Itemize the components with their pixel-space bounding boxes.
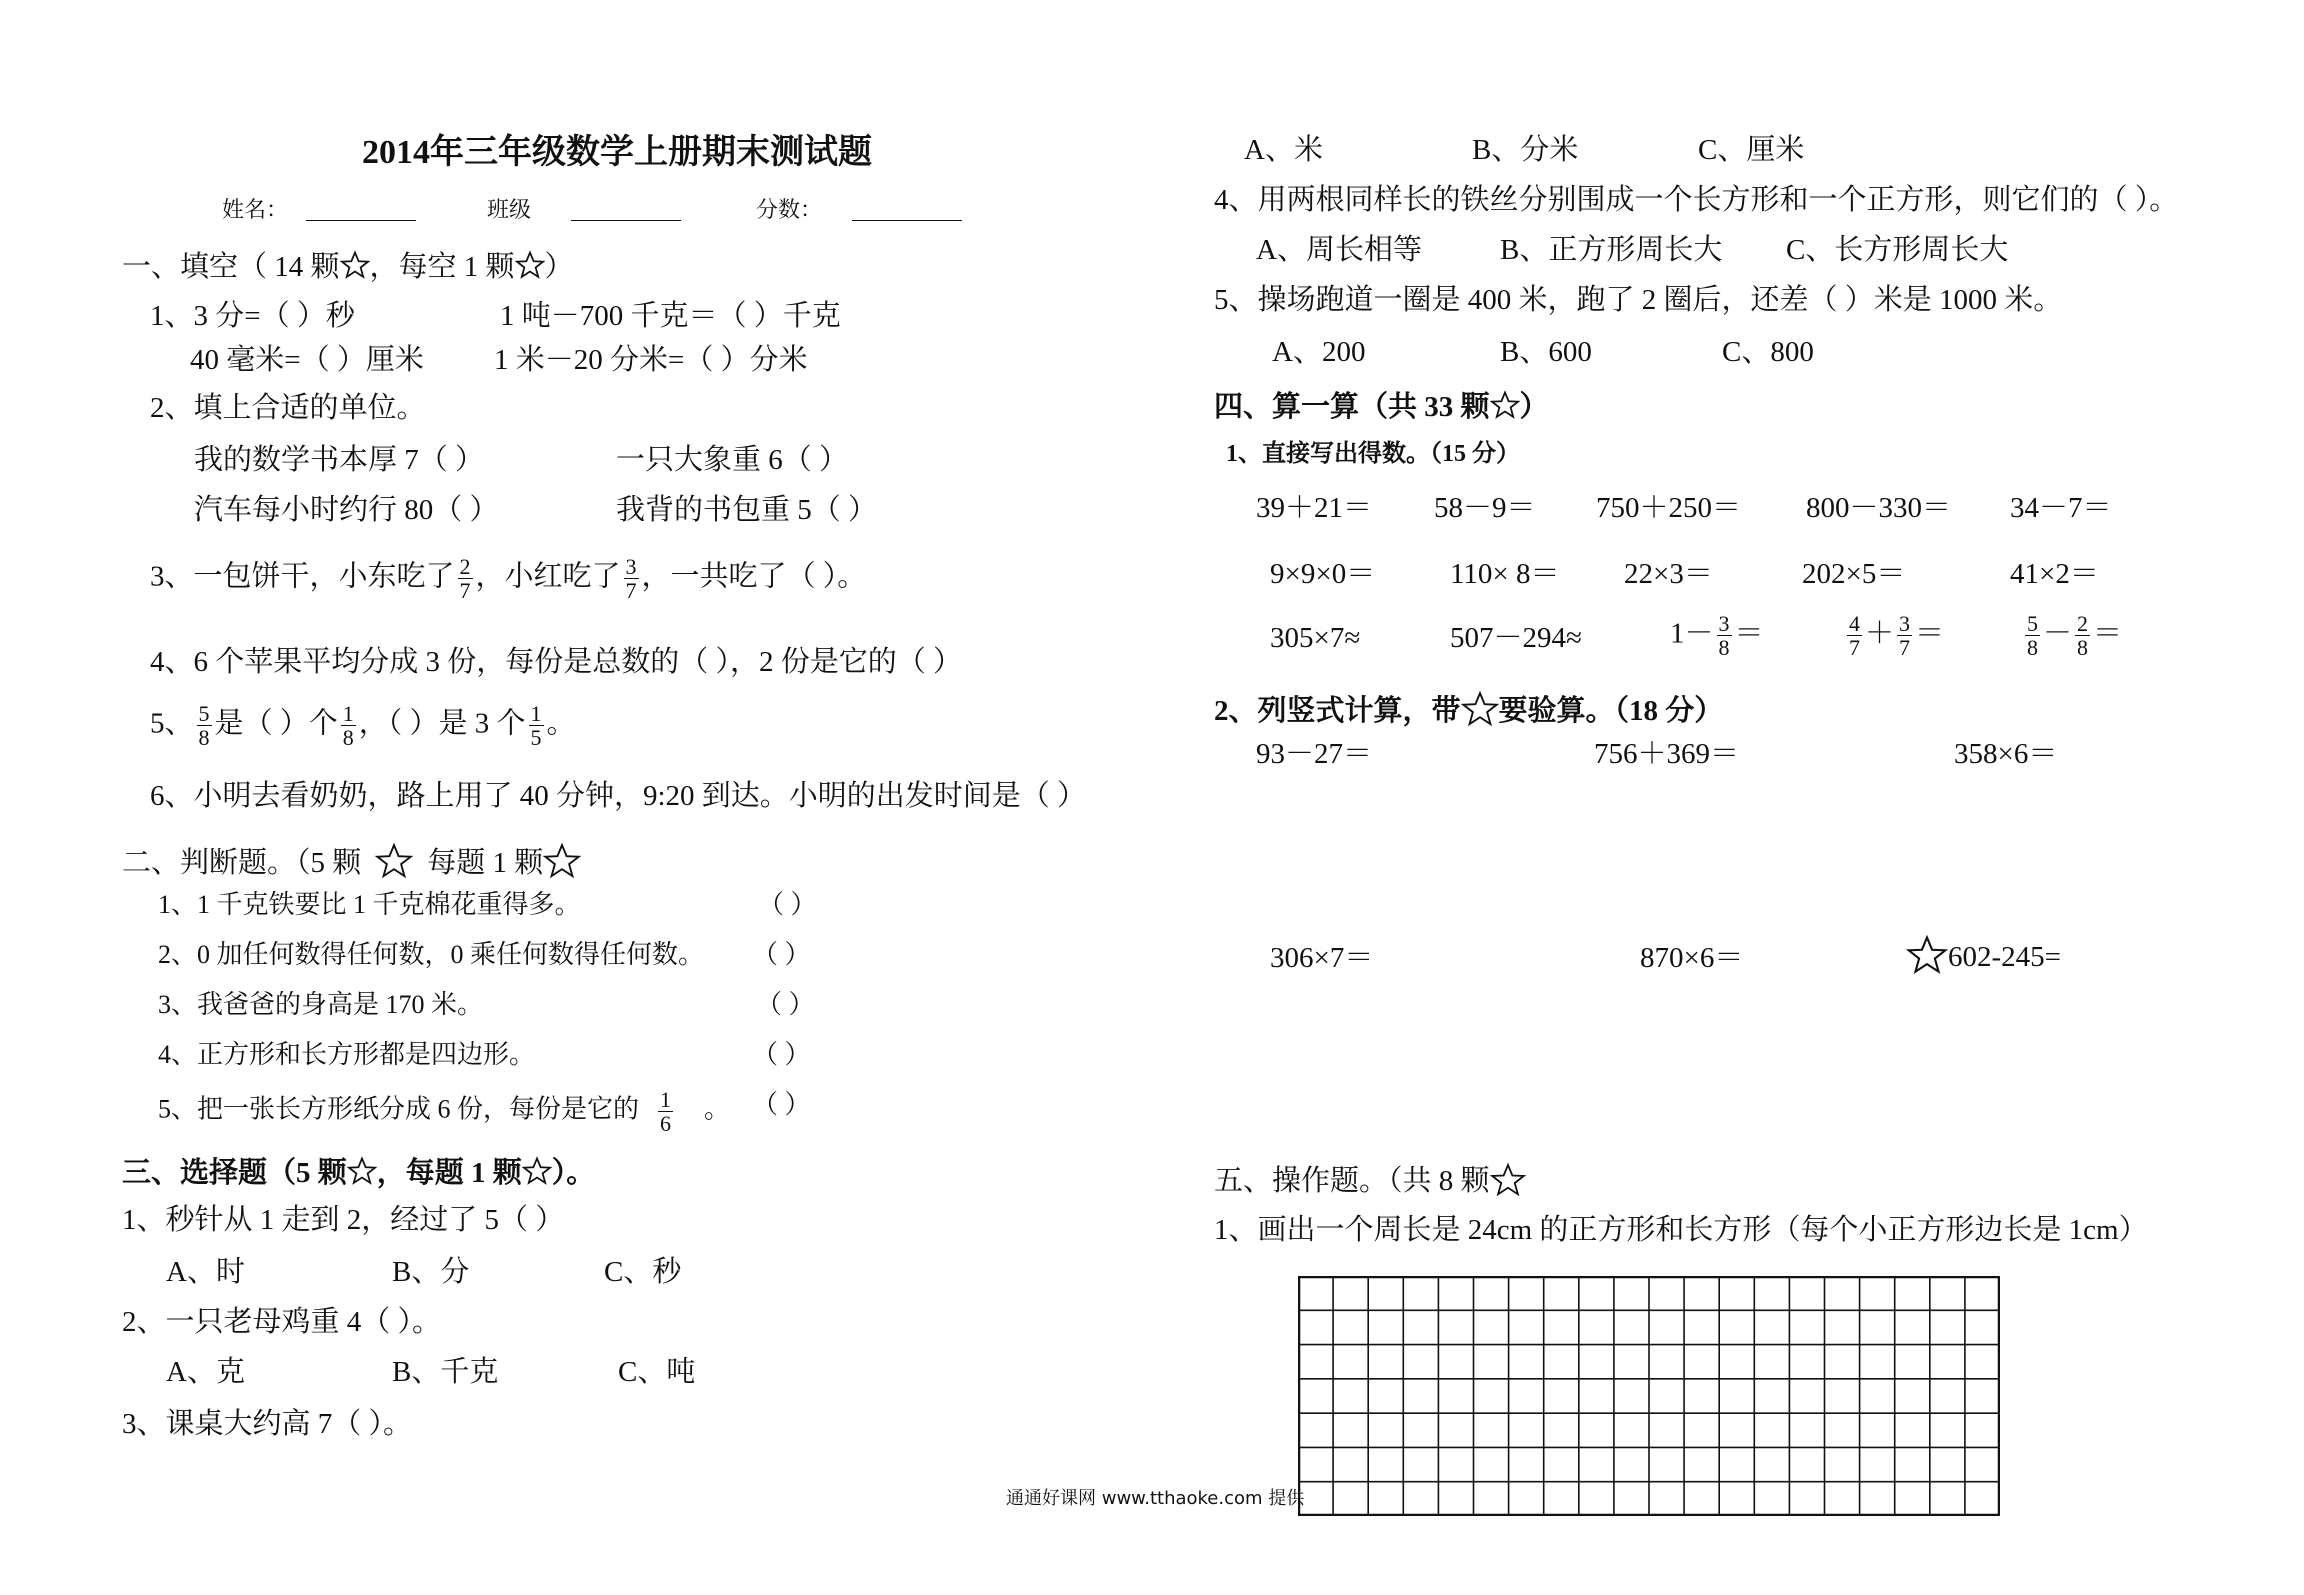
fraction xyxy=(624,555,639,602)
s2-paren: （ ） xyxy=(756,990,815,1019)
calc-item: 22×3＝ xyxy=(1624,558,1713,590)
s1-q2d: 我背的书包重 5（ ） xyxy=(616,494,878,526)
s2-item: 3、我爸爸的身高是 170 米。 xyxy=(158,990,484,1019)
frac-den: 8 xyxy=(1718,635,1730,661)
calc-item: 800－330＝ xyxy=(1806,492,1952,524)
frac-num: 5 xyxy=(2027,611,2038,636)
star-icon xyxy=(1490,1162,1526,1198)
s3-q5-option-a: A、200 xyxy=(1272,336,1366,368)
s3-q3-option-b: B、分米 xyxy=(1472,134,1579,166)
frac-num: 4 xyxy=(1849,611,1860,636)
frac-num: 1 xyxy=(342,701,354,726)
fraction xyxy=(1847,612,1862,659)
calc-item: 110× 8＝ xyxy=(1450,558,1560,590)
s1-q3-text: 3、一包饼干，小东吃了 xyxy=(150,560,455,593)
calc-item: 305×7≈ xyxy=(1270,622,1361,654)
s2-item: 1、1 千克铁要比 1 千克棉花重得多。 xyxy=(158,890,581,919)
s1-q4: 4、6 个苹果平均分成 3 份，每份是总数的（ ），2 份是它的（ ） xyxy=(150,646,963,678)
s2-q5-text2: 。 xyxy=(704,1094,731,1124)
s2-item5 xyxy=(158,1088,730,1135)
s1-q2b: 一只大象重 6（ ） xyxy=(616,444,849,476)
calc-item-fraction xyxy=(1670,612,1764,659)
calc-item: 750＋250＝ xyxy=(1596,492,1742,524)
name-blank xyxy=(306,198,416,221)
s3-q2-option-b: B、千克 xyxy=(392,1356,499,1388)
section2-heading-text: 二、判断题。（5 颗 xyxy=(122,847,362,879)
s2-item: 2、0 加任何数得任何数，0 乘任何数得任何数。 xyxy=(158,940,705,969)
footer-source: 通通好课网 www.tthaoke.com 提供 xyxy=(1006,1488,1305,1509)
drawing-grid[interactable] xyxy=(1298,1276,2000,1516)
fraction xyxy=(197,702,212,749)
star-icon xyxy=(543,842,581,880)
s1-q5-text3: ，（ ）是 3 个 xyxy=(358,707,526,740)
frac-num: 3 xyxy=(625,554,637,579)
s1-q2a: 我的数学书本厚 7（ ） xyxy=(194,444,485,476)
frac-num: 1 xyxy=(530,701,542,726)
vertical-calc-item: 358×6＝ xyxy=(1954,738,2058,770)
frac-den: 8 xyxy=(342,725,354,751)
section2-heading-text2: 每题 1 颗 xyxy=(427,847,544,879)
score-label: 分数： xyxy=(756,197,823,222)
star-icon xyxy=(1490,390,1520,420)
s1-q5-text4: 。 xyxy=(546,707,576,740)
frac-den: 7 xyxy=(1849,635,1860,661)
star-icon xyxy=(522,1156,552,1186)
star-icon xyxy=(515,250,545,280)
fraction xyxy=(341,702,356,749)
calc-item: 9×9×0＝ xyxy=(1270,558,1376,590)
section3-heading-text3: ）。 xyxy=(551,1157,596,1189)
calc-text: ＝ xyxy=(2093,617,2123,650)
calc-item: 39＋21＝ xyxy=(1256,492,1373,524)
calc-item-fraction xyxy=(2022,612,2122,659)
calc-item: 58－9＝ xyxy=(1434,492,1536,524)
s3-q4-option-c: C、长方形周长大 xyxy=(1786,234,2009,266)
s3-q4: 4、用两根同样长的铁丝分别围成一个长方形和一个正方形，则它们的（ ）。 xyxy=(1214,184,2179,216)
s3-q1: 1、秒针从 1 走到 2，经过了 5（ ） xyxy=(122,1204,565,1236)
calc-item: 41×2＝ xyxy=(2010,558,2099,590)
s1-q2c: 汽车每小时约行 80（ ） xyxy=(194,494,499,526)
fraction xyxy=(658,1088,673,1135)
section3-heading xyxy=(122,1156,595,1188)
calc-operator: － xyxy=(2043,617,2073,650)
section1-heading-text2: ，每空 1 颗 xyxy=(369,251,515,283)
vertical-calc-item: 93－27＝ xyxy=(1256,738,1373,770)
s1-q3 xyxy=(150,555,866,602)
section4-heading-text2: ） xyxy=(1519,391,1549,423)
frac-den: 8 xyxy=(2077,635,2089,661)
fraction xyxy=(2075,612,2090,659)
frac-den: 8 xyxy=(198,725,210,751)
vertical-calc-item: 870×6＝ xyxy=(1640,942,1744,974)
s1-q2: 2、填上合适的单位。 xyxy=(150,392,426,424)
s1-q6: 6、小明去看奶奶，路上用了 40 分钟，9:20 到达。小明的出发时间是（ ） xyxy=(150,780,1087,812)
star-icon xyxy=(1906,934,1948,976)
s3-q5-option-c: C、800 xyxy=(1722,336,1814,368)
star-icon xyxy=(347,1156,377,1186)
section1-heading-text3: ） xyxy=(544,251,574,283)
s3-q1-option-c: C、秒 xyxy=(604,1256,682,1288)
section5-heading xyxy=(1214,1162,1526,1198)
calc-operator: ＋ xyxy=(1865,617,1895,650)
section2-heading xyxy=(122,842,581,880)
section1-heading-text: 一、填空（ 14 颗 xyxy=(122,251,340,283)
s1-q5-text2: 是（ ）个 xyxy=(214,707,338,740)
s4-sub2-text2: 要验算。（18 分） xyxy=(1498,695,1724,727)
s1-q5-text: 5、 xyxy=(150,707,194,740)
calc-item: 507－294≈ xyxy=(1450,622,1582,654)
s3-q3-option-a: A、米 xyxy=(1244,134,1323,166)
star-icon xyxy=(340,250,370,280)
s3-q4-option-a: A、周长相等 xyxy=(1256,234,1422,266)
page-title: 2014年三年级数学上册期末测试题 xyxy=(362,134,872,171)
frac-den: 7 xyxy=(1899,635,1911,661)
class-label: 班级 xyxy=(487,197,532,222)
calc-text: 602-245= xyxy=(1948,941,2062,973)
calc-text: ＝ xyxy=(1734,617,1764,650)
score-blank xyxy=(852,198,962,221)
s3-q3: 3、课桌大约高 7（ ）。 xyxy=(122,1408,413,1440)
s3-q5-option-b: B、600 xyxy=(1500,336,1592,368)
s2-q5-text: 5、把一张长方形纸分成 6 份，每份是它的 xyxy=(158,1094,640,1124)
section3-heading-text: 三、选择题（5 颗 xyxy=(122,1157,347,1189)
s3-q1-option-a: A、时 xyxy=(166,1256,245,1288)
s1-q3-text2: ，小红吃了 xyxy=(475,560,621,593)
vertical-calc-item-starred xyxy=(1906,934,2061,976)
s2-paren: （ ） xyxy=(752,1040,811,1069)
s1-q1d: 1 米－20 分米=（ ）分米 xyxy=(494,344,808,376)
frac-den: 7 xyxy=(459,578,471,604)
section3-heading-text2: ，每题 1 颗 xyxy=(376,1157,522,1189)
section4-heading xyxy=(1214,390,1549,422)
s3-q3-option-c: C、厘米 xyxy=(1698,134,1805,166)
calc-text: 1－ xyxy=(1670,617,1714,650)
s1-q1b: 1 吨－700 千克＝（ ）千克 xyxy=(500,300,841,332)
s3-q2-option-a: A、克 xyxy=(166,1356,245,1388)
fraction xyxy=(1717,612,1732,659)
s3-q2-option-c: C、吨 xyxy=(618,1356,696,1388)
calc-item: 202×5＝ xyxy=(1802,558,1906,590)
s1-q1a: 1、3 分=（ ）秒 xyxy=(150,300,355,332)
s2-paren: （ ） xyxy=(758,890,817,919)
s1-q1c: 40 毫米=（ ）厘米 xyxy=(190,344,424,376)
s5-q1: 1、画出一个周长是 24cm 的正方形和长方形（每个小正方形边长是 1cm） xyxy=(1214,1214,2148,1246)
frac-den: 7 xyxy=(625,578,637,604)
s3-q5: 5、操场跑道一圈是 400 米，跑了 2 圈后，还差（ ）米是 1000 米。 xyxy=(1214,284,2063,316)
vertical-calc-item: 306×7＝ xyxy=(1270,942,1374,974)
star-icon xyxy=(375,842,413,880)
fraction xyxy=(458,555,473,602)
s1-q3-text3: ，一共吃了（ ）。 xyxy=(641,560,867,593)
fraction xyxy=(2025,612,2040,659)
calc-item-fraction xyxy=(1844,612,1944,659)
frac-den: 5 xyxy=(530,725,542,751)
frac-den: 6 xyxy=(660,1111,672,1137)
frac-num: 1 xyxy=(660,1087,672,1112)
frac-den: 8 xyxy=(2027,635,2038,661)
s4-sub2 xyxy=(1214,690,1723,728)
star-icon xyxy=(1461,690,1499,728)
s2-paren: （ ） xyxy=(752,940,811,969)
s2-item: 4、正方形和长方形都是四边形。 xyxy=(158,1040,536,1069)
s4-sub2-text: 2、列竖式计算，带 xyxy=(1214,695,1461,727)
frac-num: 3 xyxy=(1718,611,1730,636)
frac-num: 2 xyxy=(459,554,471,579)
s1-q5 xyxy=(150,702,576,749)
section4-heading-text: 四、算一算（共 33 颗 xyxy=(1214,391,1490,423)
frac-num: 2 xyxy=(2077,611,2089,636)
fraction xyxy=(529,702,544,749)
s3-q1-option-b: B、分 xyxy=(392,1256,470,1288)
frac-num: 5 xyxy=(198,701,210,726)
calc-text: ＝ xyxy=(1915,617,1945,650)
name-field xyxy=(222,198,962,221)
section5-heading-text: 五、操作题。（共 8 颗 xyxy=(1214,1165,1490,1197)
s4-sub1: 1、直接写出得数。（15 分） xyxy=(1226,441,1520,467)
fraction xyxy=(1897,612,1912,659)
s3-q4-option-b: B、正方形周长大 xyxy=(1500,234,1723,266)
section1-heading xyxy=(122,250,574,282)
s3-q2: 2、一只老母鸡重 4（ ）。 xyxy=(122,1306,442,1338)
calc-item: 34－7＝ xyxy=(2010,492,2112,524)
s2-paren: （ ） xyxy=(752,1090,811,1119)
class-blank xyxy=(571,198,681,221)
vertical-calc-item: 756＋369＝ xyxy=(1594,738,1740,770)
name-label: 姓名： xyxy=(222,197,289,222)
frac-num: 3 xyxy=(1899,611,1911,636)
